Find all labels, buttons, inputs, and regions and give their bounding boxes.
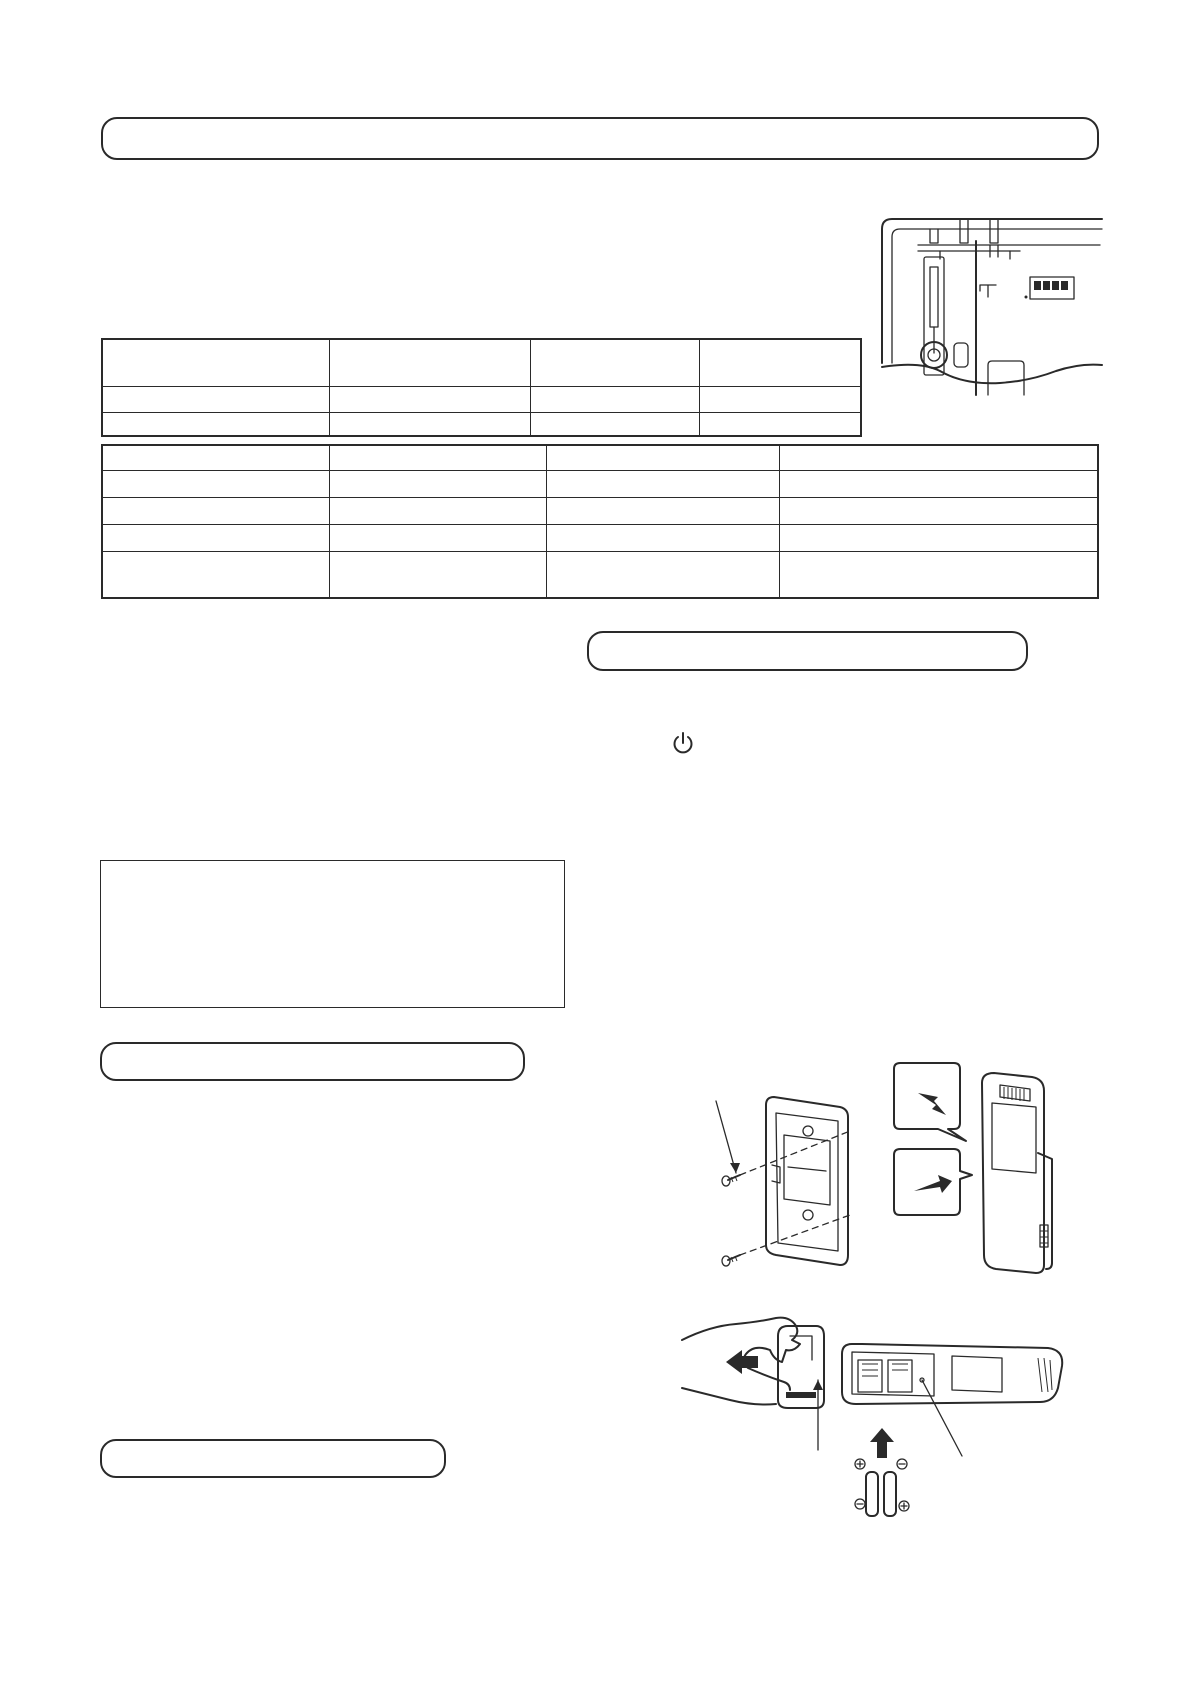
plus-icon <box>899 1501 909 1511</box>
dip-switch-figure <box>880 215 1105 395</box>
section-heading-box-top <box>101 117 1099 160</box>
screw-icon <box>722 1175 740 1186</box>
screw-icon <box>722 1255 740 1266</box>
section-heading-box-right <box>587 631 1028 671</box>
power-icon <box>672 731 694 755</box>
table-lower <box>101 444 1099 599</box>
holder-mounting-figure <box>700 1055 1070 1285</box>
section-heading-box-bottom <box>100 1439 446 1478</box>
note-box <box>100 860 565 1008</box>
minus-icon <box>855 1499 865 1509</box>
section-heading-box-mid <box>100 1042 525 1081</box>
minus-icon <box>897 1459 907 1469</box>
battery-insertion-figure <box>682 1300 1072 1510</box>
table-upper <box>101 338 862 437</box>
plus-icon <box>855 1459 865 1469</box>
